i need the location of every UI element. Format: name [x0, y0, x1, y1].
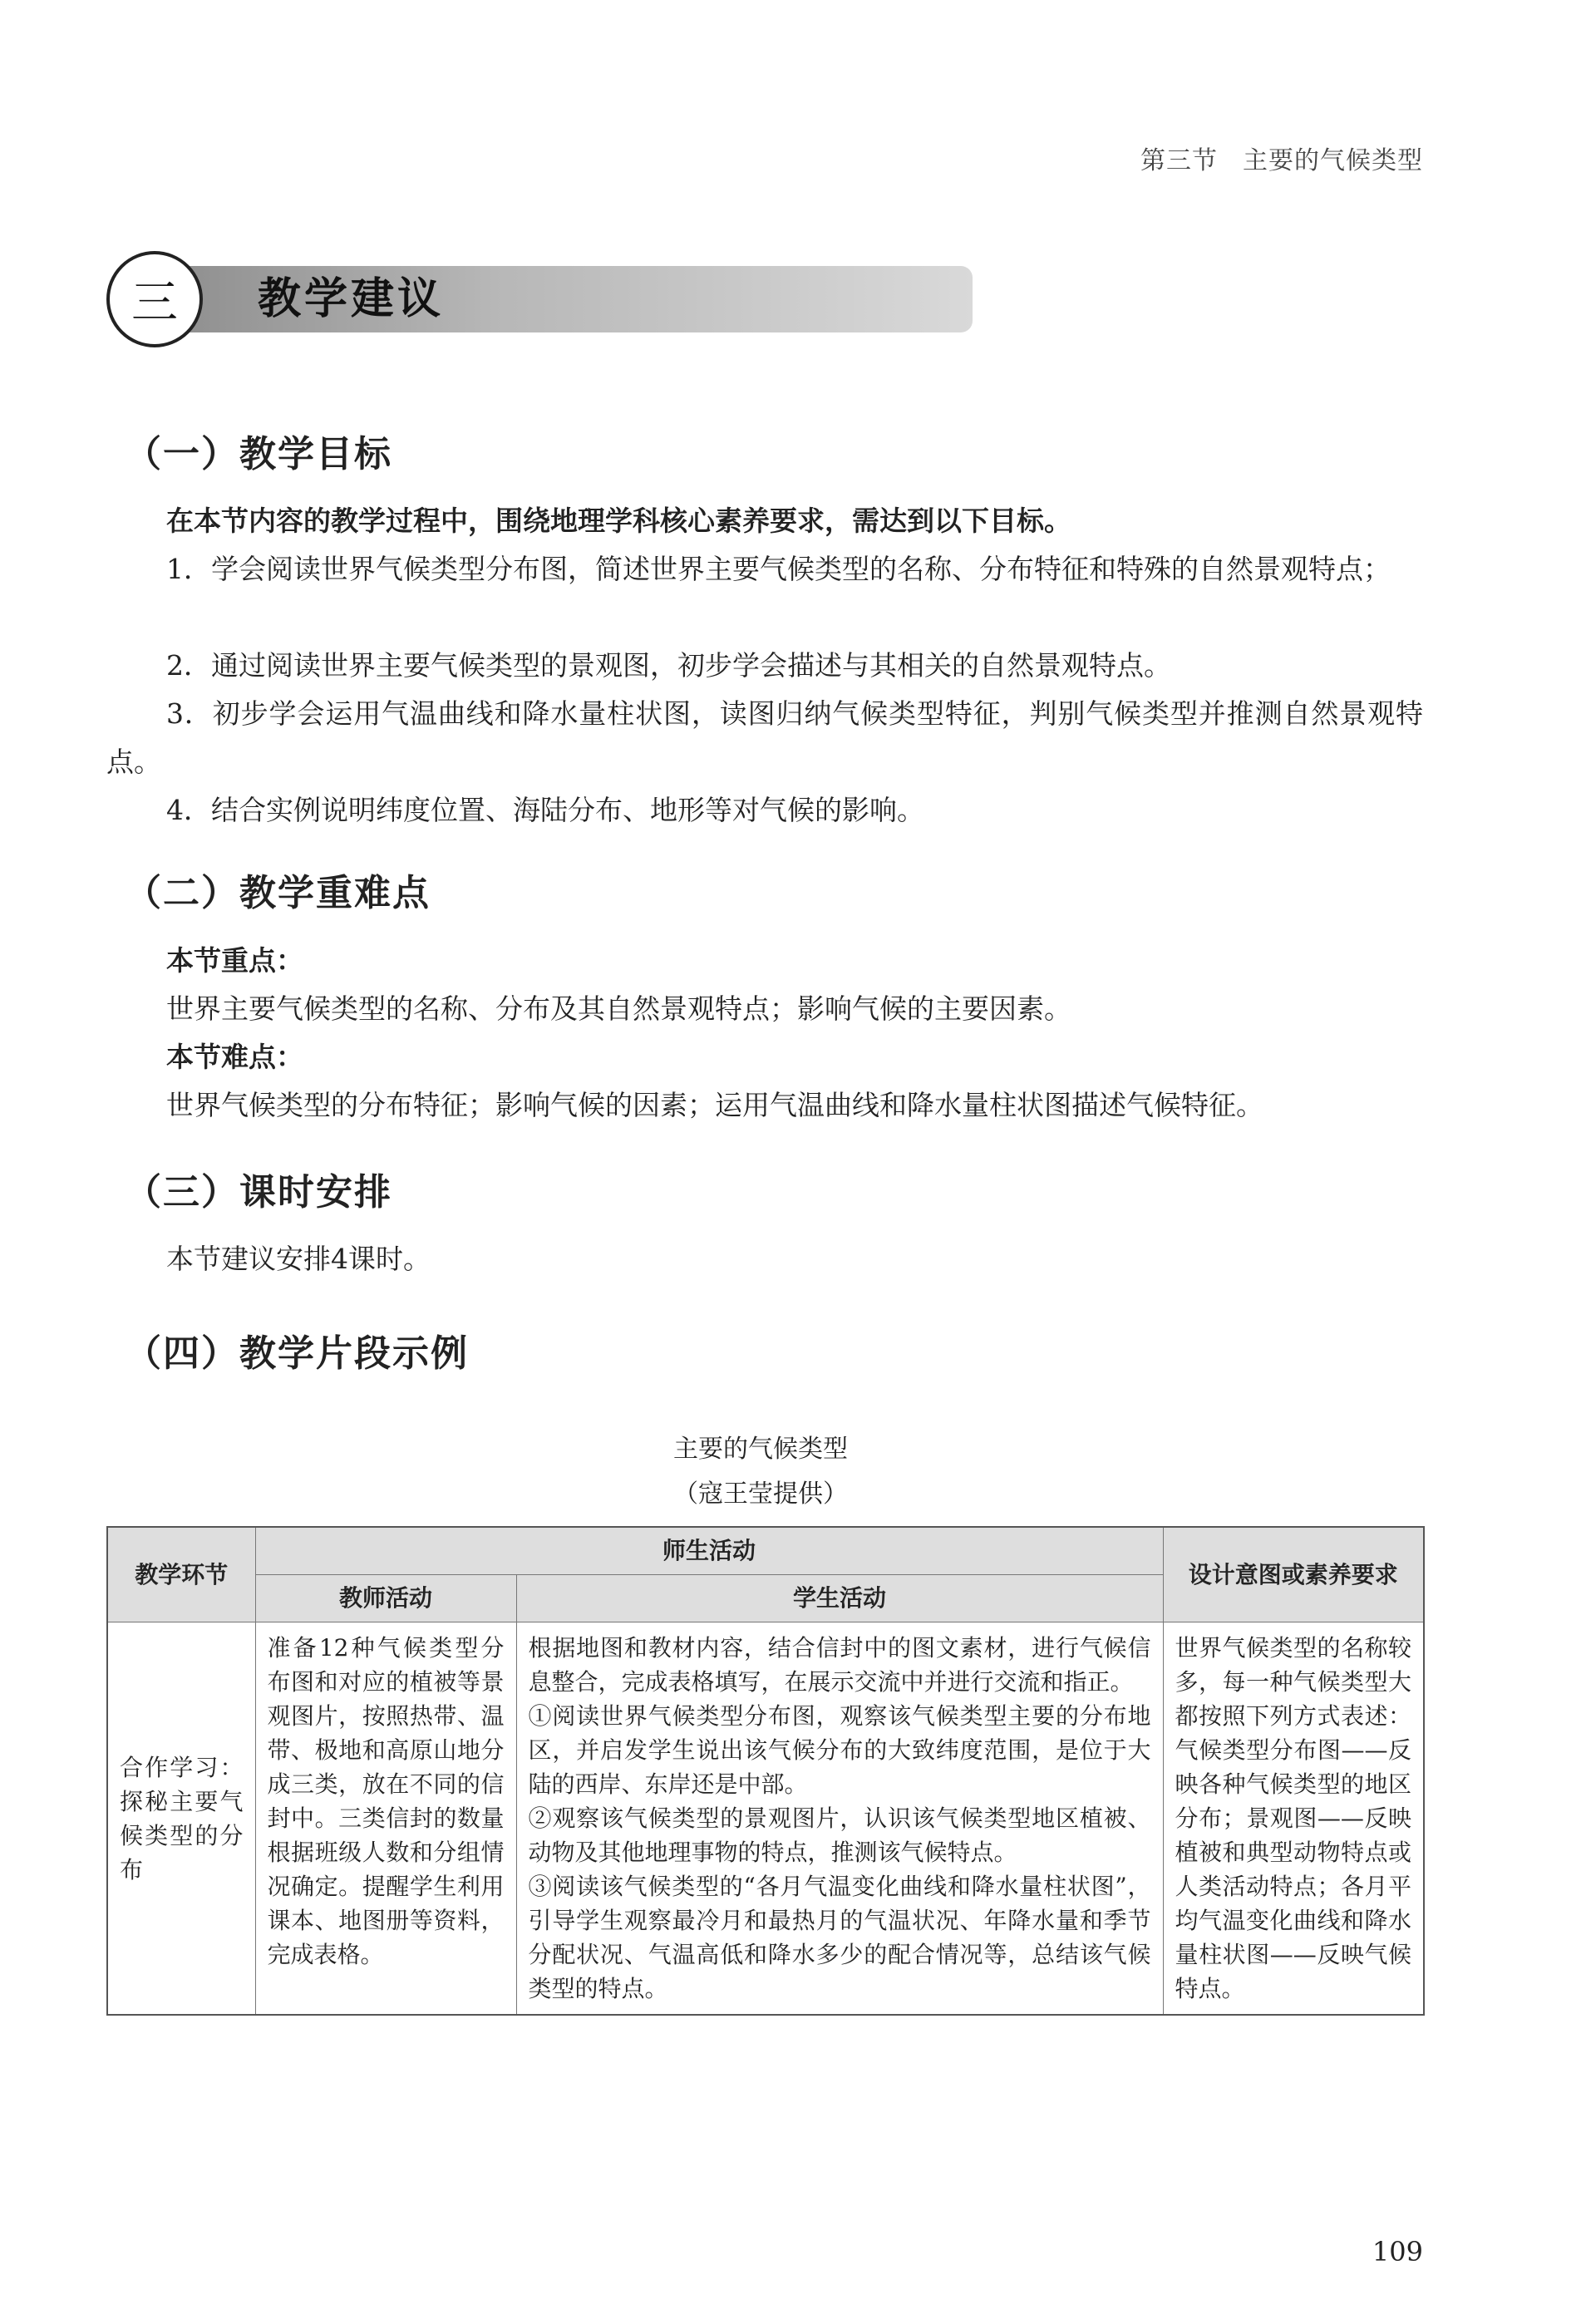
schedule-text: 本节建议安排4课时。 — [166, 1243, 431, 1275]
difficult-label: 本节难点： — [166, 1041, 303, 1073]
key-text: 世界主要气候类型的名称、分布及其自然景观特点；影响气候的主要因素。 — [166, 992, 1071, 1025]
header-stage: 教学环节 — [107, 1527, 255, 1622]
header-design: 设计意图或素养要求 — [1163, 1527, 1424, 1622]
keypoints-heading: （二）教学重难点 — [125, 872, 431, 914]
table-title: 主要的气候类型 — [673, 1435, 848, 1464]
student-intro: 根据地图和教材内容，结合信封中的图文素材，进行气候信息整合，完成表格填写，在展示交流中并进行交流和指正。 — [528, 1634, 1151, 1696]
header-teacher: 教师活动 — [255, 1575, 516, 1622]
goal-item-1: 1．学会阅读世界气候类型分布图，简述世界主要气候类型的名称、分布特征和特殊的自然景观特点； — [166, 553, 1391, 585]
goal-item-3: 3．初步学会运用气温曲线和降水量柱状图，读图归纳气候类型特征，判别气候类型并推测自然景观特点。 — [106, 697, 1423, 778]
section-number-circle: 三 — [106, 251, 203, 347]
teaching-table — [106, 1526, 1425, 2016]
table-row — [107, 1622, 1424, 2016]
running-head-title: 主要的气候类型 — [1243, 146, 1423, 175]
student-step-1: ①阅读世界气候类型分布图，观察该气候类型主要的分布地区，并启发学生说出该气候分布的大致纬度范围，是位于大陆的西岸、东岸还是中部。 — [528, 1702, 1151, 1798]
schedule-heading: （三）课时安排 — [125, 1171, 392, 1214]
running-head — [1140, 140, 1423, 176]
cell-stage: 合作学习：探秘主要气候类型的分布 — [107, 1622, 255, 2016]
goal-item-4: 4．结合实例说明纬度位置、海陆分布、地形等对气候的影响。 — [166, 794, 924, 826]
difficult-text: 世界气候类型的分布特征；影响气候的因素；运用气温曲线和降水量柱状图描述气候特征。 — [166, 1089, 1263, 1121]
section-banner-title: 教学建议 — [258, 274, 445, 324]
page-number: 109 — [1372, 2236, 1423, 2267]
example-heading: （四）教学片段示例 — [125, 1332, 469, 1375]
goal-item-2: 2．通过阅读世界主要气候类型的景观图，初步学会描述与其相关的自然景观特点。 — [166, 649, 1171, 682]
key-label: 本节重点： — [166, 944, 303, 977]
header-activities: 师生活动 — [255, 1527, 1163, 1575]
cell-design: 世界气候类型的名称较多，每一种气候类型大都按照下列方式表述：气候类型分布图——反映各种气候类型的地区分布；景观图——反映植被和典型动物特点或人类活动特点；各月平均气温变化曲线和降水量柱状图——反映气候特点。 — [1163, 1622, 1424, 2016]
running-head-section: 第三节 — [1140, 146, 1218, 175]
cell-student — [516, 1622, 1163, 2016]
cell-teacher: 准备12种气候类型分布图和对应的植被等景观图片，按照热带、温带、极地和高原山地分成三类，放在不同的信封中。三类信封的数量根据班级人数和分组情况确定。提醒学生利用课本、地图册等资料，完成表格。 — [255, 1622, 516, 2016]
student-step-3: ③阅读该气候类型的“各月气温变化曲线和降水量柱状图”，引导学生观察最冷月和最热月的气温状况、年降水量和季节分配状况、气温高低和降水多少的配合情况等，总结该气候类型的特点。 — [528, 1873, 1151, 2002]
student-step-2: ②观察该气候类型的景观图片，认识该气候类型地区植被、动物及其他地理事物的特点，推测该气候特点。 — [528, 1805, 1151, 1866]
goals-intro: 在本节内容的教学过程中，围绕地理学科核心素养要求，需达到以下目标。 — [166, 505, 1071, 537]
table-credit: （寇王莹提供） — [673, 1480, 848, 1509]
table-header-row — [107, 1527, 1424, 1575]
goals-heading: （一）教学目标 — [125, 433, 392, 475]
header-student: 学生活动 — [516, 1575, 1163, 1622]
